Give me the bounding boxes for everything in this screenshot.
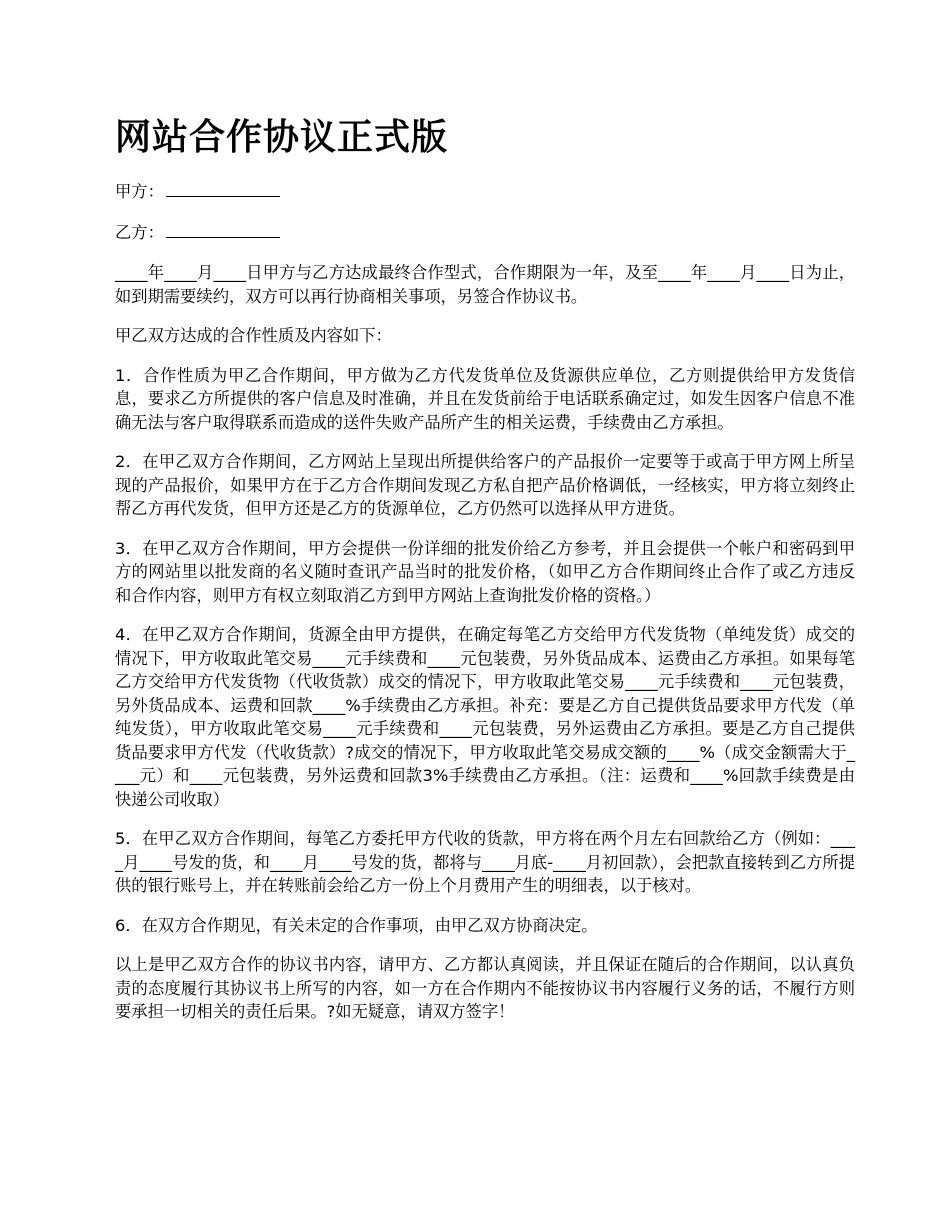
party-b-field[interactable]	[166, 221, 280, 238]
document-page	[115, 110, 855, 1040]
document-title: 网站合作协议正式版	[115, 117, 449, 158]
closing-paragraph: 以上是甲乙双方合作的协议书内容，请甲方、乙方都认真阅读，并且保证在随后的合作期间，以认真负责的态度履行其协议书上所写的内容，如一方在合作期内不能按协议书内容履行义务的话，不履行方则要承担一切相关的责任后果。?如无疑意，请双方签字！	[115, 955, 855, 1021]
clause-6: 6．在双方合作期见，有关未定的合作事项，由甲乙双方协商决定。	[115, 915, 598, 935]
party-a-label: 甲方：	[115, 182, 164, 201]
party-b-label: 乙方：	[115, 222, 164, 242]
clause-5: 5．在甲乙双方合作期间，每笔乙方委托甲方代收的货款，甲方将在两个月左右回款给乙方（例如：____月____号发的货，和____月____号发的货，都将与____月底-____月初回款），会把款直接转到乙方所提供的银行账号上，并在转账前会给乙方一份上个月费用产生的明细表，以于核对。	[115, 829, 855, 895]
party-a-line	[115, 180, 855, 204]
party-b-line	[115, 221, 855, 245]
clause-4: 4．在甲乙双方合作期间，货源全由甲方提供，在确定每笔乙方交给甲方代发货物（单纯发货）成交的情况下，甲方收取此笔交易____元手续费和____元包装费，另外货品成本、运费由乙方承担。如果每笔乙方交给甲方代发货物（代收货款）成交的情况下，甲方收取此笔交易____元手续费和____元包装费，另外货品成本、运费和回款____%手续费由乙方承担。补充：要是乙方自己提供货品要求甲方代发（单纯发货），甲方收取此笔交易____元手续费和____元包装费，另外运费由乙方承担。要是乙方自己提供货品要求甲方代发（代收货款）?成交的情况下，甲方收取此笔交易成交额的____%（成交金额需大于____元）和____元包装费，另外运费和回款3%手续费由乙方承担。（注：运费和____%回款手续费是由快递公司收取）	[115, 625, 855, 809]
section-intro: 甲乙双方达成的合作性质及内容如下：	[115, 326, 392, 345]
party-a-field[interactable]	[166, 180, 280, 197]
clause-2: 2．在甲乙双方合作期间，乙方网站上呈现出所提供给客户的产品报价一定要等于或高于甲方网上所呈现的产品报价，如果甲方在于乙方合作期间发现乙方私自把产品价格调低，一经核实，甲方将立刻终止帮乙方再代发货，但甲方还是乙方的货源单位，乙方仍然可以选择从甲方进货。	[115, 452, 855, 518]
clause-3: 3．在甲乙双方合作期间，甲方会提供一份详细的批发价给乙方参考，并且会提供一个帐户和密码到甲方的网站里以批发商的名义随时查讯产品当时的批发价格，（如甲乙方合作期间终止合作了或乙方违反和合作内容，则甲方有权立刻取消乙方到甲方网站上查询批发价格的资格。）	[115, 538, 855, 605]
clause-1: 1．合作性质为甲乙合作期间，甲方做为乙方代发货单位及货源供应单位，乙方则提供给甲方发货信息，要求乙方所提供的客户信息及时准确，并且在发货前给于电话联系确定过，如发生因客户信息不准确无法与客户取得联系而造成的送件失败产品所产生的相关运费，手续费由乙方承担。	[115, 365, 855, 432]
intro-paragraph: ____年____月____日甲方与乙方达成最终合作型式，合作期限为一年，及至____年____月____日为止，如到期需要续约，双方可以再行协商相关事项，另签合作协议书。	[115, 263, 855, 306]
